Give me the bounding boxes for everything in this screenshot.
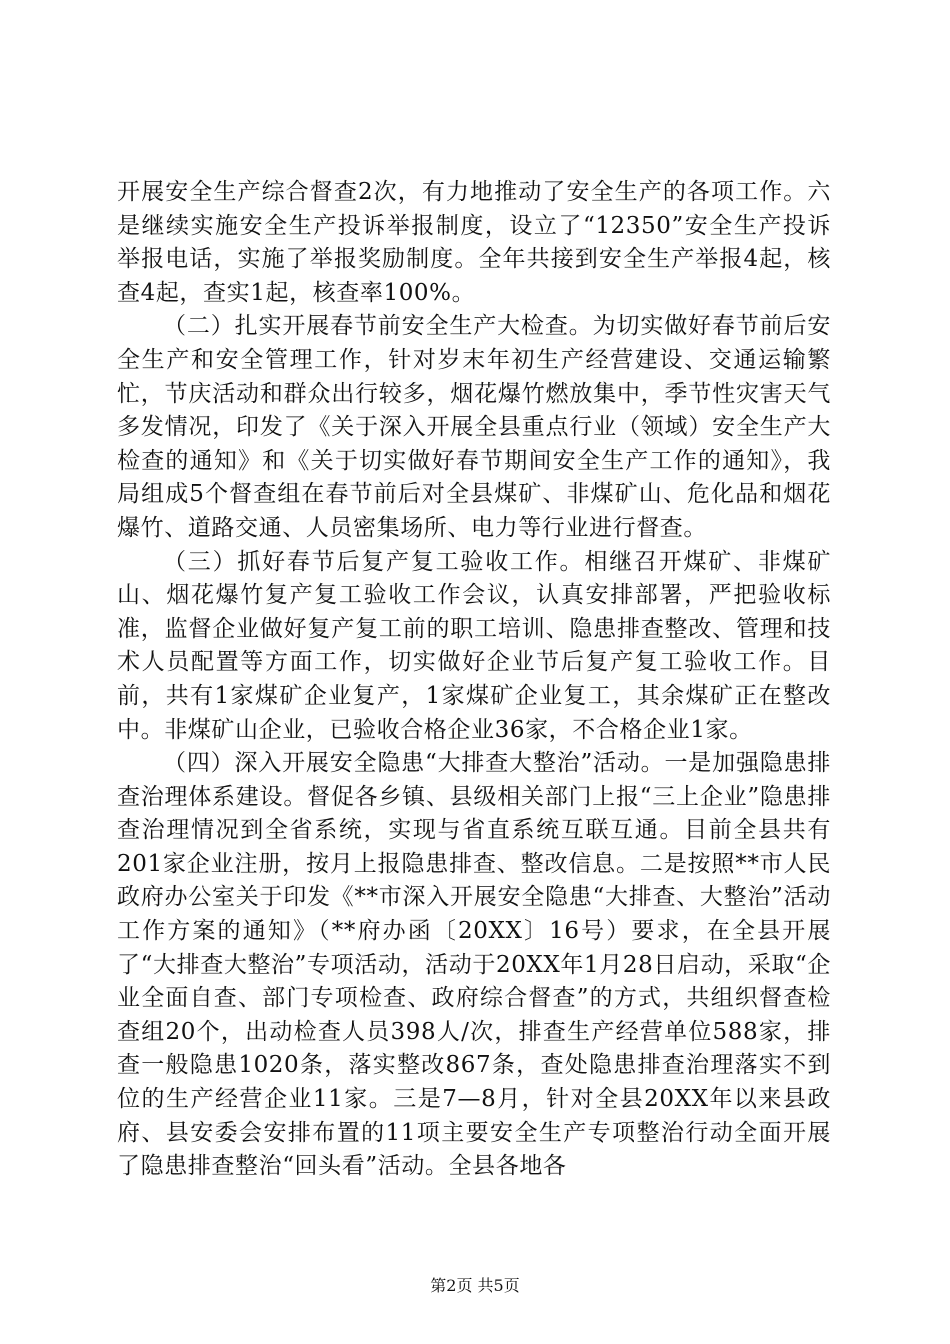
paragraph-section-4: （四）深入开展安全隐患“大排查大整治”活动。一是加强隐患排查治理体系建设。督促各乡镇、县级相关部门上报“三上企业”隐患排查治理情况到全省系统，实现与省直系统互联互通。目前全县共有201家企业注册，按月上报隐患排查、整改信息。二是按照**市人民政府办公室关于印发《**市深入开展安全隐患“大排查、大整治”活动工作方案的通知》（**府办函〔20XX〕16号）要求，在全县开展了“大排查大整治”专项活动，活动于20XX年1月28日启动，采取“企业全面自查、部门专项检查、政府综合督查”的方式，共组织督查检查组20个，出动检查人员398人/次，排查生产经营单位588家，排查一般隐患1020条，落实整改867条，查处隐患排查治理落实不到位的生产经营企业11家。三是7—8月，针对全县20XX年以来县政府、县安委会安排布置的11项主要安全生产专项整治行动全面开展了隐患排查整治“回头看”活动。全县各地各 — [117, 750, 831, 1180]
document-body — [117, 176, 831, 1184]
page-footer: 第2页 共5页 — [430, 1276, 520, 1295]
paragraph-section-3: （三）抓好春节后复产复工验收工作。相继召开煤矿、非煤矿山、烟花爆竹复产复工验收工作会议，认真安排部署，严把验收标准，监督企业做好复产复工前的职工培训、隐患排查整改、管理和技术人员配置等方面工作，切实做好企业节后复产复工验收工作。目前，共有1家煤矿企业复产，1家煤矿企业复工，其余煤矿正在整改中。非煤矿山企业，已验收合格企业36家，不合格企业1家。 — [117, 548, 831, 743]
paragraph-continuation: 开展安全生产综合督查2次，有力地推动了安全生产的各项工作。六是继续实施安全生产投诉举报制度，设立了“12350”安全生产投诉举报电话，实施了举报奖励制度。全年共接到安全生产举报4起，核查4起，查实1起，核查率100%。 — [117, 179, 831, 306]
paragraph-section-2: （二）扎实开展春节前安全生产大检查。为切实做好春节前后安全生产和安全管理工作，针对岁末年初生产经营建设、交通运输繁忙，节庆活动和群众出行较多，烟花爆竹燃放集中，季节性灾害天气多发情况，印发了《关于深入开展全县重点行业（领域）安全生产大检查的通知》和《关于切实做好春节期间安全生产工作的通知》，我局组成5个督查组在春节前后对全县煤矿、非煤矿山、危化品和烟花爆竹、道路交通、人员密集场所、电力等行业进行督查。 — [117, 313, 831, 541]
